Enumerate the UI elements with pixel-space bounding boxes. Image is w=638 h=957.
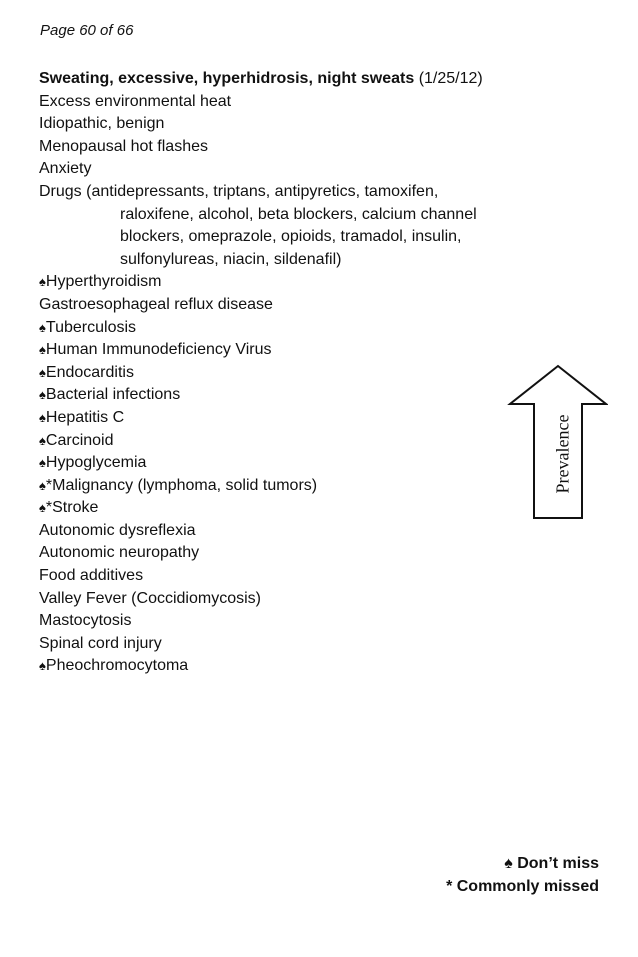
list-item-text: Hepatitis C — [45, 408, 125, 426]
list-item — [39, 91, 609, 114]
list-item-text: Human Immunodeficiency Virus — [45, 341, 272, 359]
list-item-text: Gastroesophageal reflux disease — [39, 295, 273, 313]
legend-dont-miss: ♠ Don’t miss — [504, 855, 599, 872]
list-item-text: Valley Fever (Coccidiomycosis) — [39, 589, 261, 607]
spade-icon: ♠ — [39, 500, 46, 516]
spade-icon: ♠ — [39, 342, 46, 358]
list-item — [39, 249, 609, 272]
legend-commonly-missed: * Commonly missed — [446, 878, 599, 895]
list-item-text: Drugs (antidepressants, triptans, antipyretics, tamoxifen, — [39, 182, 439, 200]
list-item-text: *Malignancy (lymphoma, solid tumors) — [45, 476, 318, 494]
list-item-text: Anxiety — [39, 160, 92, 178]
spade-icon: ♠ — [39, 409, 46, 425]
list-item — [39, 588, 609, 611]
title-text: Sweating, excessive, hyperhidrosis, night sweats — [39, 70, 415, 87]
list-item-text: Idiopathic, benign — [39, 115, 165, 133]
list-item-text: blockers, omeprazole, opioids, tramadol, insulin, — [120, 228, 462, 246]
list-item — [39, 158, 609, 181]
spade-icon: ♠ — [39, 477, 46, 493]
list-item-text: Hypoglycemia — [45, 454, 147, 472]
spade-icon: ♠ — [39, 274, 46, 290]
list-item-text: raloxifene, alcohol, beta blockers, calcium channel — [120, 205, 477, 223]
prevalence-arrow — [506, 364, 608, 520]
spade-icon: ♠ — [39, 432, 46, 448]
spade-icon: ♠ — [39, 455, 46, 471]
list-item-text: Bacterial infections — [45, 386, 181, 404]
list-item-text: Tuberculosis — [45, 318, 137, 336]
list-item — [39, 271, 609, 294]
list-item-text: Carcinoid — [45, 431, 114, 449]
spade-icon: ♠ — [39, 319, 46, 335]
list-item-text: Hyperthyroidism — [45, 273, 162, 291]
list-item-text: Pheochromocytoma — [45, 657, 189, 675]
list-item — [39, 317, 609, 340]
legend — [446, 852, 599, 898]
list-item-text: *Stroke — [45, 499, 99, 517]
list-item — [39, 113, 609, 136]
list-item-text: Excess environmental heat — [39, 92, 232, 110]
prevalence-label: Prevalence — [552, 414, 573, 494]
list-item-text: Mastocytosis — [39, 612, 132, 630]
list-item — [39, 565, 609, 588]
spade-icon: ♠ — [39, 364, 46, 380]
list-item — [39, 204, 609, 227]
page-number: Page 60 of 66 — [40, 22, 134, 39]
list-item — [39, 339, 609, 362]
list-item — [39, 181, 609, 204]
list-item — [39, 294, 609, 317]
list-item — [39, 633, 609, 656]
list-item-text: sulfonylureas, niacin, sildenafil) — [120, 250, 342, 268]
list-item — [39, 136, 609, 159]
list-item — [39, 610, 609, 633]
spade-icon: ♠ — [39, 658, 46, 674]
list-item — [39, 542, 609, 565]
list-item — [39, 520, 609, 543]
title-date: (1/25/12) — [418, 70, 483, 87]
list-item — [39, 226, 609, 249]
list-item-text: Spinal cord injury — [39, 634, 162, 652]
list-item-text: Endocarditis — [45, 363, 134, 381]
list-item — [39, 655, 609, 678]
page-title — [39, 68, 609, 91]
list-item-text: Menopausal hot flashes — [39, 137, 208, 155]
list-item-text: Autonomic dysreflexia — [39, 521, 196, 539]
list-item-text: Autonomic neuropathy — [39, 544, 200, 562]
list-item-text: Food additives — [39, 567, 144, 585]
spade-icon: ♠ — [39, 387, 46, 403]
